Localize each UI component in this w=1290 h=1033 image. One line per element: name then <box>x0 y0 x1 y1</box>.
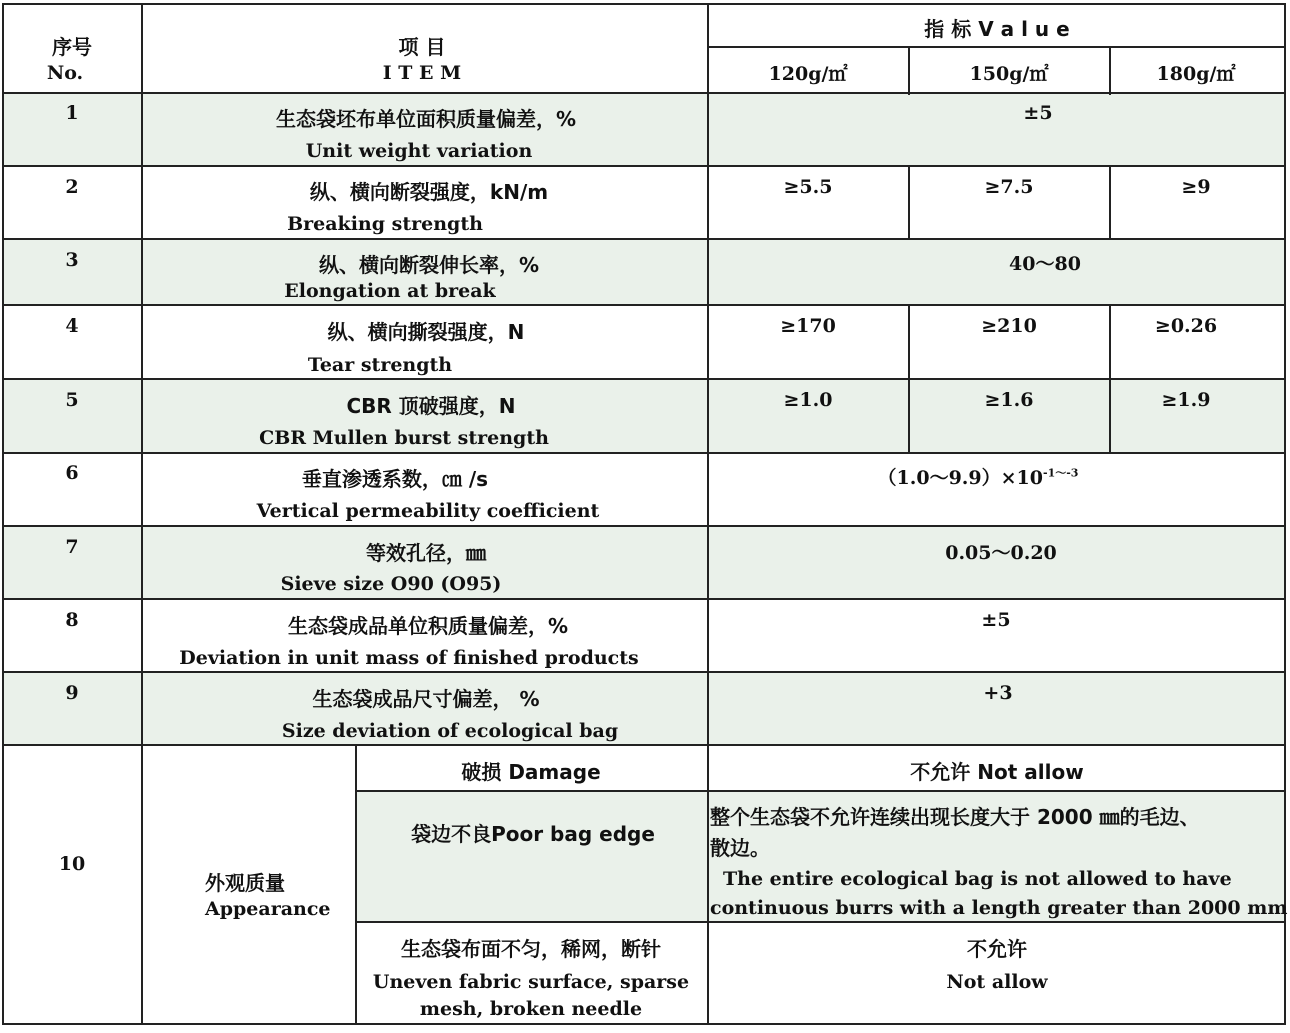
row-6-value: $(1.0\sim 9.9)\times 10^{-1\sim-3}$ <box>877 466 1079 489</box>
row-10b-value-en-1: The entire ecological bag is not allowed to have <box>723 868 1232 890</box>
header-grade-120: 120g/㎡ <box>768 63 848 85</box>
row-5-value-120: ≥1.0 <box>783 389 833 411</box>
row-10c-item-en-1: Uneven fabric surface, sparse <box>372 971 690 993</box>
row-4-value-120: ≥170 <box>780 315 836 337</box>
header-item-cn: 项 目 <box>398 35 446 59</box>
row-5-item-cn: CBR 顶破强度，N <box>346 394 516 418</box>
row-10b-value-cn-1: 整个生态袋不允许连续出现长度大于 2000 ㎜的毛边、 <box>710 805 1200 829</box>
row-9-item-en: Size deviation of ecological bag <box>281 720 619 742</box>
row-7-no: 7 <box>65 536 79 558</box>
row-10-label-en: Appearance <box>205 898 331 920</box>
row-1-no: 1 <box>65 102 79 124</box>
row-5-value-150: ≥1.6 <box>984 389 1034 411</box>
row-6-value-exponent: -1～-3 <box>1043 466 1079 480</box>
row-5-item-en: CBR Mullen burst strength <box>259 427 549 449</box>
row-10c-value-en: Not allow <box>946 971 1048 993</box>
row-8-value: ±5 <box>981 609 1011 631</box>
header-grade-150: 150g/㎡ <box>969 63 1049 85</box>
row-1-item-cn: 生态袋坯布单位面积质量偏差，% <box>275 107 577 131</box>
row-3-item-cn: 纵、横向断裂伸长率，% <box>318 253 540 277</box>
spec-table <box>2 3 1286 1025</box>
header-no-cn: 序号 <box>52 35 92 59</box>
row-2-no: 2 <box>65 176 79 198</box>
row-8-no: 8 <box>65 609 79 631</box>
row-1-bg <box>2 94 1286 167</box>
row-10c-value-cn: 不允许 <box>967 937 1027 961</box>
row-10c-item-en-2: mesh, broken needle <box>419 998 643 1020</box>
row-10-label-cn: 外观质量 <box>205 871 285 895</box>
row-9-value: +3 <box>983 682 1013 704</box>
row-4-item-cn: 纵、横向撕裂强度，N <box>327 320 525 344</box>
row-4-value-180: ≥0.26 <box>1154 315 1218 337</box>
row-2-item-en: Breaking strength <box>287 213 483 235</box>
row-6-no: 6 <box>65 462 79 484</box>
row-3-no: 3 <box>65 249 79 271</box>
row-9-bg <box>2 673 1286 746</box>
row-10a-item: 破损 Damage <box>461 760 601 784</box>
header-no-en: No. <box>46 62 84 84</box>
row-3-value: 40～80 <box>1009 253 1081 275</box>
row-2-item-cn: 纵、横向断裂强度，kN/m <box>309 180 549 204</box>
row-1-value: ±5 <box>1023 102 1053 124</box>
row-10c-item-cn: 生态袋布面不匀，稀网，断针 <box>401 937 661 961</box>
row-3-bg <box>2 240 1286 306</box>
row-2-value-120: ≥5.5 <box>783 176 833 198</box>
row-7-item-cn: 等效孔径，㎜ <box>366 541 486 565</box>
header-value-label: 指 标 V a l u e <box>924 17 1070 41</box>
row-7-value: 0.05～0.20 <box>945 542 1057 564</box>
row-10b-item: 袋边不良Poor bag edge <box>411 822 655 846</box>
row-1-item-en: Unit weight variation <box>305 140 533 162</box>
row-3-item-en: Elongation at break <box>284 280 496 302</box>
row-8-item-en: Deviation in unit mass of finished products <box>179 647 639 669</box>
row-7-item-en: Sieve size O90 (O95) <box>280 573 502 595</box>
row-5-value-180: ≥1.9 <box>1161 389 1211 411</box>
row-9-no: 9 <box>65 682 79 704</box>
row-5-bg <box>2 380 1286 454</box>
row-6-item-en: Vertical permeability coefficient <box>256 500 600 522</box>
row-7-bg <box>2 527 1286 600</box>
row-6-item-cn: 垂直渗透系数，㎝ /s <box>301 467 489 491</box>
row-5-no: 5 <box>65 389 79 411</box>
row-2-value-180: ≥9 <box>1181 176 1211 198</box>
row-10a-value: 不允许 Not allow <box>910 760 1084 784</box>
row-8-item-cn: 生态袋成品单位积质量偏差，% <box>287 614 569 638</box>
row-9-item-cn: 生态袋成品尺寸偏差， % <box>312 687 540 711</box>
row-10-no: 10 <box>58 853 86 875</box>
row-4-value-150: ≥210 <box>981 315 1037 337</box>
header-item-en: I T E M <box>382 62 462 84</box>
row-4-item-en: Tear strength <box>307 354 453 376</box>
row-10b-value-en-2: continuous burrs with a length greater than 2000 mm <box>710 897 1288 919</box>
row-10b-value-cn-2: 散边。 <box>710 836 770 860</box>
header-grade-180: 180g/㎡ <box>1156 63 1236 85</box>
row-4-no: 4 <box>65 315 79 337</box>
row-2-value-150: ≥7.5 <box>984 176 1034 198</box>
